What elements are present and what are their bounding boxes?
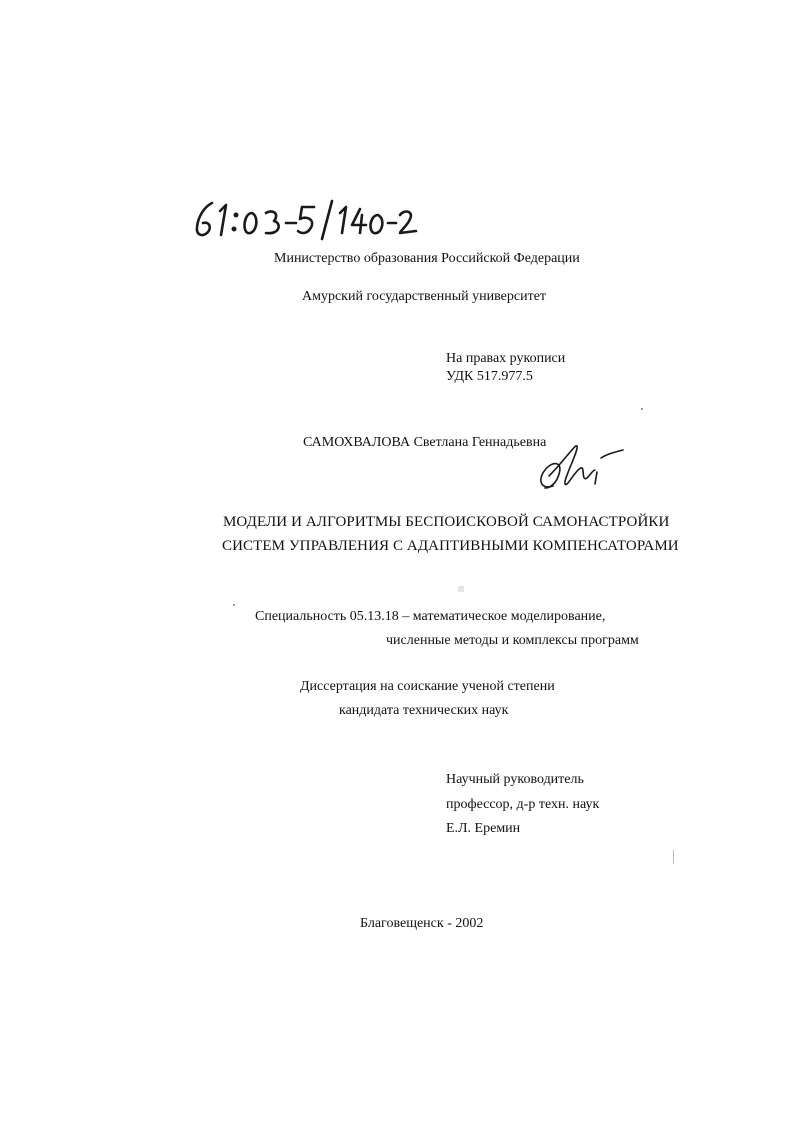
author-signature — [535, 440, 630, 500]
dissertation-title-line-2: СИСТЕМ УПРАВЛЕНИЯ С АДАПТИВНЫМИ КОМПЕНСАТОРАМИ — [222, 538, 679, 554]
scan-speck — [673, 850, 674, 864]
specialty-line-2: численные методы и комплексы программ — [386, 633, 639, 648]
scan-speck — [641, 408, 643, 410]
author-name: САМОХВАЛОВА Светлана Геннадьевна — [303, 435, 547, 450]
supervisor-position: профессор, д-р техн. наук — [446, 797, 600, 812]
university-name: Амурский государственный университет — [302, 289, 547, 304]
scan-speck — [458, 586, 464, 592]
degree-line-2: кандидата технических наук — [339, 703, 509, 718]
ministry-name: Министерство образования Российской Федерации — [274, 251, 580, 266]
supervisor-label: Научный руководитель — [446, 772, 584, 787]
handwritten-archive-code — [190, 195, 420, 243]
supervisor-name: Е.Л. Еремин — [446, 821, 521, 836]
city-year: Благовещенск - 2002 — [360, 916, 484, 931]
manuscript-rights: На правах рукописи — [446, 351, 566, 366]
udc-code: УДК 517.977.5 — [446, 369, 533, 384]
specialty-line-1: Специальность 05.13.18 – математическое моделирование, — [255, 609, 606, 624]
degree-line-1: Диссертация на соискание ученой степени — [300, 679, 555, 694]
scan-speck — [233, 604, 235, 606]
dissertation-title-line-1: МОДЕЛИ И АЛГОРИТМЫ БЕСПОИСКОВОЙ САМОНАСТРОЙКИ — [223, 514, 670, 530]
